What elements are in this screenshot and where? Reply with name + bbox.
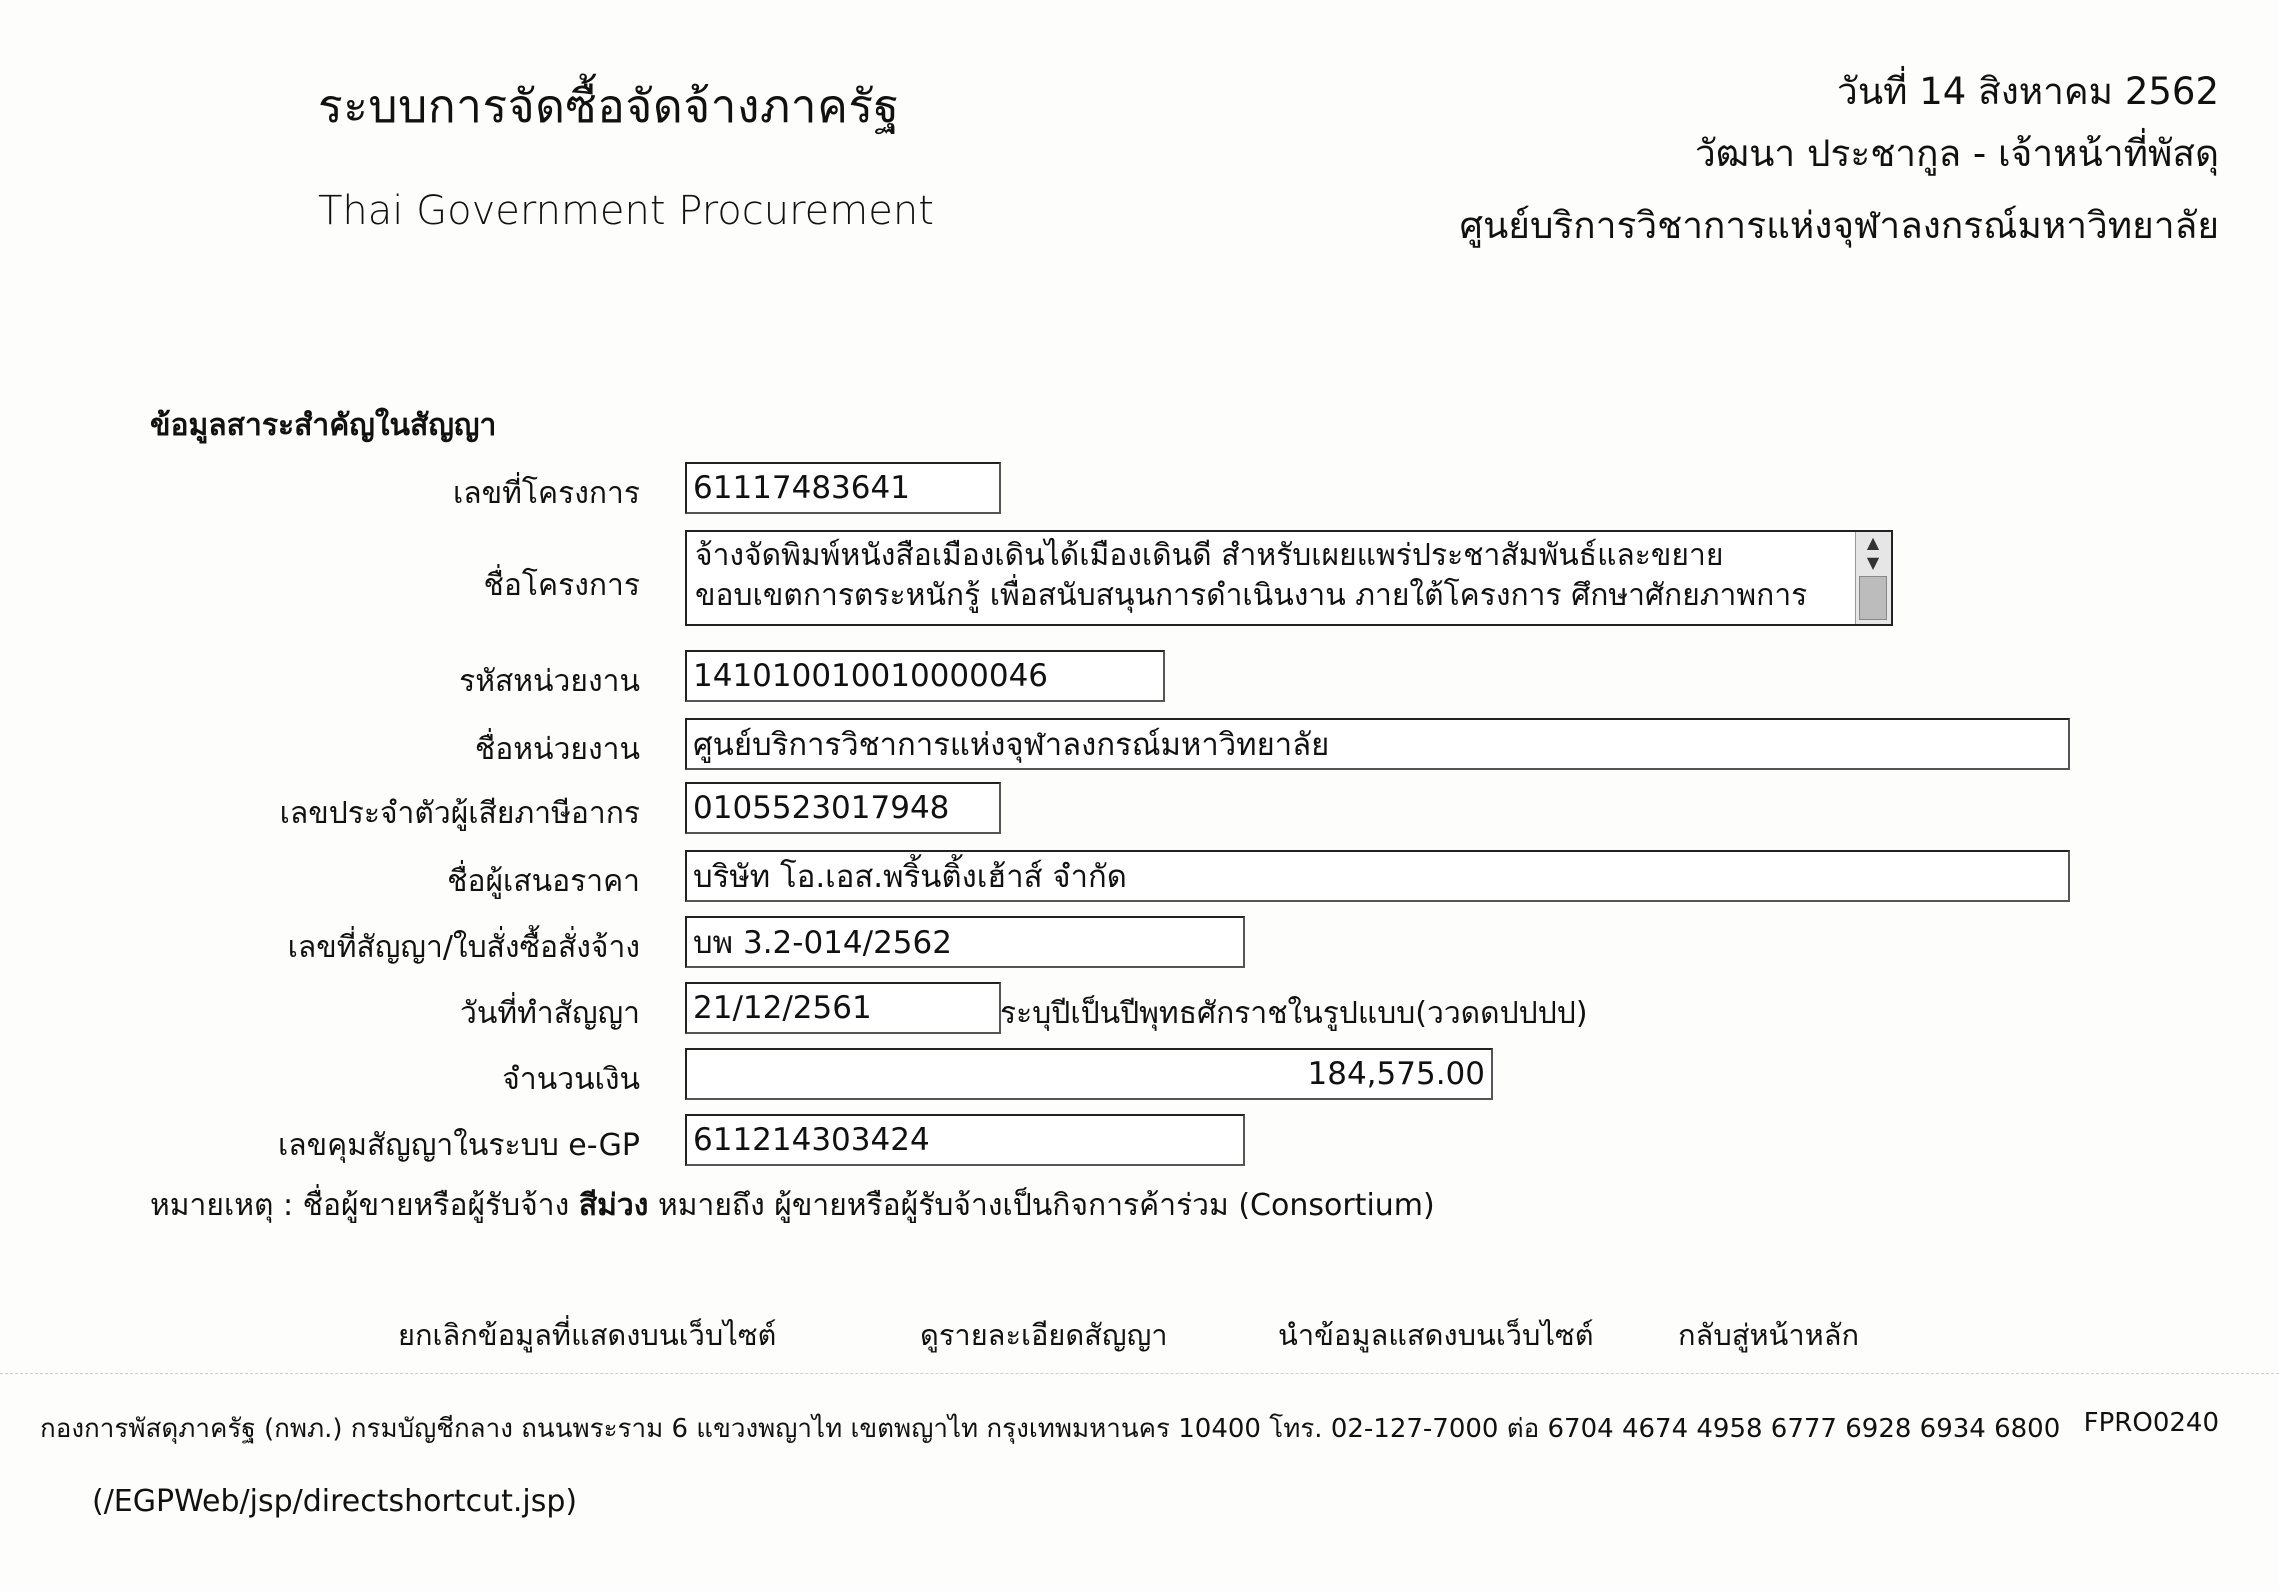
footer-address: กองการพัสดุภาครัฐ (กพภ.) กรมบัญชีกลาง ถนนพระราม 6 แขวงพญาไท เขตพญาไท กรุงเทพมหานคร 10400 โทร. 02-127-7000 ต่อ 6704 4674 4958 6777 6928 6934 6800 bbox=[40, 1414, 2061, 1444]
header-organization: ศูนย์บริการวิชาการแห่งจุฬาลงกรณ์มหาวิทยาลัย bbox=[1459, 204, 2219, 247]
project-name-textarea[interactable] bbox=[685, 530, 1893, 626]
egp-control-field[interactable]: 611214303424 bbox=[685, 1114, 1245, 1166]
scroll-up-arrow-icon[interactable]: ▲ bbox=[1866, 533, 1880, 552]
tax-id-label: เลขประจำตัวผู้เสียภาษีอากร bbox=[279, 796, 640, 831]
cancel-publish-link[interactable]: ยกเลิกข้อมูลที่แสดงบนเว็บไซต์ bbox=[398, 1318, 777, 1352]
bidder-name-field[interactable]: บริษัท โอ.เอส.พริ้นติ้งเฮ้าส์ จำกัด bbox=[685, 850, 2070, 902]
bidder-name-label: ชื่อผู้เสนอราคา bbox=[447, 864, 640, 899]
project-name-line-2: ขอบเขตการตระหนักรู้ เพื่อสนับสนุนการดำเนินงาน ภายใต้โครงการ ศึกษาศักยภาพการ bbox=[695, 578, 1808, 613]
contract-no-label: เลขที่สัญญา/ใบสั่งซื้อสั่งจ้าง bbox=[287, 930, 640, 965]
scroll-down-arrow-icon[interactable]: ▼ bbox=[1866, 553, 1880, 572]
header-date: วันที่ 14 สิงหาคม 2562 bbox=[1837, 70, 2219, 113]
egp-control-label: เลขคุมสัญญาในระบบ e-GP bbox=[278, 1128, 640, 1163]
contract-date-field[interactable]: 21/12/2561 bbox=[685, 982, 1001, 1034]
textarea-scrollbar[interactable] bbox=[1855, 532, 1891, 624]
system-title-en: Thai Government Procurement bbox=[318, 188, 934, 234]
header-user: วัฒนา ประชากูล - เจ้าหน้าที่พัสดุ bbox=[1694, 132, 2219, 175]
note-prefix: หมายเหตุ : ชื่อผู้ขายหรือผู้รับจ้าง bbox=[150, 1188, 579, 1223]
page-code: FPRO0240 bbox=[2083, 1408, 2219, 1438]
project-no-field[interactable]: 61117483641 bbox=[685, 462, 1001, 514]
section-title: ข้อมูลสาระสำคัญในสัญญา bbox=[150, 408, 497, 443]
unit-name-field[interactable]: ศูนย์บริการวิชาการแห่งจุฬาลงกรณ์มหาวิทยาลัย bbox=[685, 718, 2070, 770]
view-contract-link[interactable]: ดูรายละเอียดสัญญา bbox=[920, 1318, 1168, 1352]
tax-id-field[interactable]: 0105523017948 bbox=[685, 782, 1001, 834]
unit-code-field[interactable]: 141010010010000046 bbox=[685, 650, 1165, 702]
page-path: (/EGPWeb/jsp/directshortcut.jsp) bbox=[92, 1484, 578, 1519]
project-name-line-1: จ้างจัดพิมพ์หนังสือเมืองเดินได้เมืองเดินดี สำหรับเผยแพร่ประชาสัมพันธ์และขยาย bbox=[695, 538, 1724, 573]
unit-code-label: รหัสหน่วยงาน bbox=[459, 664, 640, 699]
project-name-label: ชื่อโครงการ bbox=[483, 568, 640, 603]
unit-name-label: ชื่อหน่วยงาน bbox=[474, 732, 640, 767]
system-title-th: ระบบการจัดซื้อจัดจ้างภาครัฐ bbox=[318, 79, 900, 133]
publish-link[interactable]: นำข้อมูลแสดงบนเว็บไซต์ bbox=[1278, 1318, 1594, 1352]
contract-date-hint: ระบุปีเป็นปีพุทธศักราชในรูปแบบ(ววดดปปปป) bbox=[1000, 996, 1588, 1031]
amount-field[interactable]: 184,575.00 bbox=[685, 1048, 1493, 1100]
note-emphasis: สีม่วง bbox=[578, 1188, 649, 1223]
consortium-note bbox=[150, 1182, 1435, 1229]
scroll-thumb[interactable] bbox=[1859, 576, 1887, 620]
divider bbox=[0, 1373, 2279, 1374]
project-no-label: เลขที่โครงการ bbox=[453, 476, 640, 511]
contract-date-label: วันที่ทำสัญญา bbox=[459, 996, 640, 1031]
home-link[interactable]: กลับสู่หน้าหลัก bbox=[1678, 1318, 1860, 1352]
contract-no-field[interactable]: บพ 3.2-014/2562 bbox=[685, 916, 1245, 968]
note-suffix: หมายถึง ผู้ขายหรือผู้รับจ้างเป็นกิจการค้าร่วม (Consortium) bbox=[648, 1188, 1435, 1223]
amount-label: จำนวนเงิน bbox=[502, 1062, 640, 1097]
